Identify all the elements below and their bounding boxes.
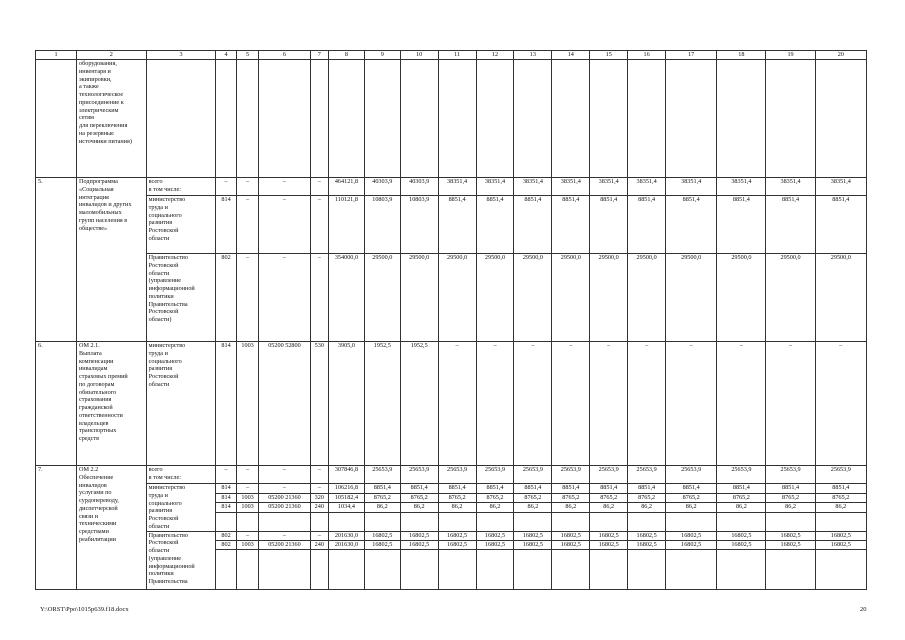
empty-cell [766, 512, 815, 531]
code-cell: – [259, 178, 310, 196]
value-cell: 38351,4 [717, 178, 766, 196]
value-cell: 10803,9 [400, 196, 438, 254]
value-cell: 8765,2 [590, 493, 628, 503]
empty-cell [514, 512, 552, 531]
value-cell: 29500,0 [552, 254, 590, 342]
code-cell: 240 [310, 540, 328, 549]
value-cell: 38351,4 [666, 178, 717, 196]
value-cell: 86,2 [590, 503, 628, 513]
value-cell: 25653,9 [552, 466, 590, 484]
value-cell: 25653,9 [717, 466, 766, 484]
code-cell: 320 [310, 493, 328, 503]
value-cell: 8765,2 [476, 493, 514, 503]
code-cell: 1003 [236, 540, 259, 549]
value-cell: 86,2 [628, 503, 666, 513]
value-cell: 86,2 [815, 503, 866, 513]
empty-cell [666, 60, 717, 178]
value-cell: 29500,0 [717, 254, 766, 342]
header-cell: 2 [76, 51, 146, 60]
executor-cell: всего в том числе: [146, 178, 216, 196]
value-cell: 38351,4 [438, 178, 476, 196]
value-cell: – [514, 342, 552, 466]
empty-cell [815, 549, 866, 589]
name-cell: Подпрограмма «Социальная интеграция инвалидов и других маломобильных групп населения в обществе» [76, 178, 146, 342]
value-cell: 8765,2 [514, 493, 552, 503]
code-cell: 802 [216, 531, 236, 540]
value-cell: 29500,0 [364, 254, 400, 342]
value-cell: 8851,4 [438, 196, 476, 254]
value-cell: 29500,0 [766, 254, 815, 342]
table-row [36, 51, 867, 60]
value-cell: 29500,0 [514, 254, 552, 342]
value-cell: 16802,5 [552, 531, 590, 540]
value-cell: 8765,2 [438, 493, 476, 503]
value-cell: 8851,4 [628, 484, 666, 494]
value-cell: 29500,0 [438, 254, 476, 342]
value-cell: 8851,4 [766, 484, 815, 494]
value-cell: – [590, 342, 628, 466]
header-cell: 4 [216, 51, 236, 60]
value-cell: 86,2 [666, 503, 717, 513]
value-cell: 16802,5 [400, 531, 438, 540]
empty-cell [590, 60, 628, 178]
header-cell: 6 [259, 51, 310, 60]
empty-cell [216, 512, 236, 531]
code-cell: 05200 21360 [259, 503, 310, 513]
value-cell: 16802,5 [476, 531, 514, 540]
empty-cell [146, 60, 216, 178]
value-cell: 25653,9 [766, 466, 815, 484]
value-cell: – [628, 342, 666, 466]
value-cell: 16802,5 [717, 540, 766, 549]
code-cell: 530 [310, 342, 328, 466]
value-cell: 86,2 [552, 503, 590, 513]
empty-cell [400, 512, 438, 531]
empty-cell [514, 60, 552, 178]
value-cell: – [552, 342, 590, 466]
value-cell: 38351,4 [552, 178, 590, 196]
value-cell: 86,2 [766, 503, 815, 513]
value-cell: 8851,4 [514, 484, 552, 494]
empty-cell [815, 512, 866, 531]
empty-cell [628, 549, 666, 589]
page-number: 20 [860, 606, 867, 613]
header-cell: 10 [400, 51, 438, 60]
executor-cell: министерство труда и социального развития Ростовской области [146, 342, 216, 466]
value-cell: 16802,5 [364, 531, 400, 540]
code-cell: – [236, 531, 259, 540]
code-cell: 814 [216, 342, 236, 466]
value-cell: 16802,5 [815, 540, 866, 549]
file-path: Y:\ORST\Ppo\1015p639.f18.docx [40, 606, 129, 613]
value-cell: 8851,4 [717, 484, 766, 494]
value-cell: 8851,4 [476, 484, 514, 494]
num-cell: 7. [36, 466, 77, 590]
value-cell: 16802,5 [628, 531, 666, 540]
header-cell: 20 [815, 51, 866, 60]
value-cell: 16802,5 [400, 540, 438, 549]
value-cell: 16802,5 [364, 540, 400, 549]
num-cell [36, 60, 77, 178]
code-cell: 802 [216, 254, 236, 342]
code-cell: 240 [310, 503, 328, 513]
value-cell: 25653,9 [438, 466, 476, 484]
value-cell: 354000,0 [329, 254, 365, 342]
header-cell: 13 [514, 51, 552, 60]
header-cell: 8 [329, 51, 365, 60]
value-cell: 3905,0 [329, 342, 365, 466]
code-cell: – [259, 196, 310, 254]
value-cell: 8851,4 [590, 484, 628, 494]
table-row [36, 342, 867, 466]
code-cell: – [236, 196, 259, 254]
value-cell: 16802,5 [476, 540, 514, 549]
value-cell: 25653,9 [815, 466, 866, 484]
num-cell: 5. [36, 178, 77, 342]
name-cell: ОМ 2.2 Обеспечение инвалидов услугами по сурдопереводу, диспетчерской связи и техническими средствами реабилитации [76, 466, 146, 590]
value-cell: – [815, 342, 866, 466]
num-cell: 6. [36, 342, 77, 466]
value-cell: 1952,5 [400, 342, 438, 466]
value-cell: 8765,2 [666, 493, 717, 503]
value-cell: 8851,4 [476, 196, 514, 254]
empty-cell [438, 512, 476, 531]
code-cell: 1003 [236, 493, 259, 503]
empty-cell [259, 549, 310, 589]
table-row [36, 178, 867, 196]
value-cell: 38351,4 [815, 178, 866, 196]
executor-cell: Правительство Ростовской области (управление информационной политики Правительства [146, 531, 216, 589]
value-cell: 201630,0 [329, 540, 365, 549]
value-cell: 29500,0 [590, 254, 628, 342]
code-cell: – [216, 178, 236, 196]
empty-cell [310, 60, 328, 178]
code-cell: – [236, 484, 259, 494]
value-cell: 16802,5 [438, 540, 476, 549]
value-cell: 8765,2 [717, 493, 766, 503]
code-cell: 1003 [236, 503, 259, 513]
code-cell: – [236, 254, 259, 342]
value-cell: 38351,4 [514, 178, 552, 196]
value-cell: 40303,9 [400, 178, 438, 196]
empty-cell [400, 60, 438, 178]
value-cell: 25653,9 [364, 466, 400, 484]
value-cell: 307846,8 [329, 466, 365, 484]
empty-cell [476, 60, 514, 178]
code-cell: – [310, 531, 328, 540]
value-cell: – [766, 342, 815, 466]
value-cell: 8765,2 [552, 493, 590, 503]
value-cell: 10803,9 [364, 196, 400, 254]
value-cell: 86,2 [717, 503, 766, 513]
empty-cell [476, 549, 514, 589]
value-cell: 86,2 [476, 503, 514, 513]
value-cell: 16802,5 [766, 531, 815, 540]
value-cell: 8851,4 [552, 196, 590, 254]
empty-cell [259, 512, 310, 531]
value-cell: 16802,5 [628, 540, 666, 549]
empty-cell [438, 549, 476, 589]
empty-cell [552, 512, 590, 531]
code-cell: – [236, 466, 259, 484]
value-cell: 16802,5 [590, 531, 628, 540]
header-cell: 18 [717, 51, 766, 60]
value-cell: 8851,4 [666, 196, 717, 254]
value-cell: 8851,4 [628, 196, 666, 254]
table-row [36, 531, 867, 540]
value-cell: 16802,5 [666, 540, 717, 549]
empty-cell [766, 549, 815, 589]
value-cell: – [476, 342, 514, 466]
code-cell: – [310, 178, 328, 196]
code-cell: – [236, 178, 259, 196]
empty-cell [329, 60, 365, 178]
value-cell: 38351,4 [590, 178, 628, 196]
value-cell: 106216,8 [329, 484, 365, 494]
empty-cell [590, 549, 628, 589]
value-cell: 16802,5 [815, 531, 866, 540]
value-cell: 8851,4 [400, 484, 438, 494]
value-cell: 8765,2 [815, 493, 866, 503]
code-cell: – [310, 254, 328, 342]
value-cell: 16802,5 [666, 531, 717, 540]
header-cell: 1 [36, 51, 77, 60]
table-row [36, 254, 867, 342]
value-cell: 8851,4 [514, 196, 552, 254]
empty-cell [476, 512, 514, 531]
value-cell: 464121,8 [329, 178, 365, 196]
value-cell: 25653,9 [628, 466, 666, 484]
value-cell: 86,2 [364, 503, 400, 513]
value-cell: 25653,9 [590, 466, 628, 484]
name-cell: оборудования, инвентаря и экипировки, а также технологическое присоединение к электрическим сетям для переключения на резервные источники питания) [76, 60, 146, 178]
value-cell: 105182,4 [329, 493, 365, 503]
table-row [36, 484, 867, 494]
value-cell: 1034,4 [329, 503, 365, 513]
value-cell: 8851,4 [815, 196, 866, 254]
value-cell: 29500,0 [476, 254, 514, 342]
empty-cell [310, 512, 328, 531]
empty-cell [216, 549, 236, 589]
code-cell: – [310, 466, 328, 484]
code-cell: 814 [216, 484, 236, 494]
empty-cell [514, 549, 552, 589]
code-cell: 05200 21360 [259, 540, 310, 549]
empty-cell [766, 60, 815, 178]
header-cell: 12 [476, 51, 514, 60]
value-cell: – [717, 342, 766, 466]
executor-cell: Правительство Ростовской области (управление информационной политики Правительства Ростовской области) [146, 254, 216, 342]
value-cell: 25653,9 [514, 466, 552, 484]
value-cell: 16802,5 [590, 540, 628, 549]
header-cell: 19 [766, 51, 815, 60]
header-cell: 3 [146, 51, 216, 60]
header-cell: 5 [236, 51, 259, 60]
empty-cell [590, 512, 628, 531]
value-cell: 8851,4 [717, 196, 766, 254]
value-cell: 16802,5 [717, 531, 766, 540]
empty-cell [438, 60, 476, 178]
value-cell: 38351,4 [476, 178, 514, 196]
value-cell: 8765,2 [766, 493, 815, 503]
code-cell: – [216, 466, 236, 484]
value-cell: 16802,5 [766, 540, 815, 549]
code-cell: – [259, 531, 310, 540]
value-cell: 8765,2 [364, 493, 400, 503]
header-cell: 7 [310, 51, 328, 60]
header-cell: 15 [590, 51, 628, 60]
empty-cell [236, 512, 259, 531]
value-cell: 110121,8 [329, 196, 365, 254]
header-cell: 17 [666, 51, 717, 60]
value-cell: 38351,4 [628, 178, 666, 196]
empty-cell [364, 60, 400, 178]
value-cell: 8851,4 [552, 484, 590, 494]
value-cell: 8765,2 [628, 493, 666, 503]
empty-cell [329, 512, 365, 531]
empty-cell [666, 512, 717, 531]
empty-cell [717, 60, 766, 178]
code-cell: 814 [216, 503, 236, 513]
code-cell: 05200 21360 [259, 493, 310, 503]
code-cell: – [310, 196, 328, 254]
value-cell: 86,2 [514, 503, 552, 513]
value-cell: 25653,9 [666, 466, 717, 484]
value-cell: 25653,9 [476, 466, 514, 484]
value-cell: – [438, 342, 476, 466]
table-row [36, 196, 867, 254]
value-cell: 29500,0 [815, 254, 866, 342]
code-cell: 814 [216, 493, 236, 503]
value-cell: 29500,0 [628, 254, 666, 342]
executor-cell: всего в том числе: [146, 466, 216, 484]
budget-table [35, 50, 867, 590]
value-cell: 8851,4 [815, 484, 866, 494]
empty-cell [666, 549, 717, 589]
empty-cell [552, 549, 590, 589]
value-cell: 8851,4 [766, 196, 815, 254]
value-cell: 8851,4 [590, 196, 628, 254]
empty-cell [552, 60, 590, 178]
empty-cell [364, 512, 400, 531]
value-cell: 86,2 [400, 503, 438, 513]
code-cell: – [259, 254, 310, 342]
code-cell: 1003 [236, 342, 259, 466]
value-cell: 8851,4 [364, 484, 400, 494]
empty-cell [329, 549, 365, 589]
value-cell: 86,2 [438, 503, 476, 513]
empty-cell [815, 60, 866, 178]
empty-cell [236, 60, 259, 178]
code-cell: 05200 52800 [259, 342, 310, 466]
empty-cell [400, 549, 438, 589]
empty-cell [236, 549, 259, 589]
code-cell: – [259, 466, 310, 484]
code-cell: – [259, 484, 310, 494]
empty-cell [628, 60, 666, 178]
value-cell: 29500,0 [400, 254, 438, 342]
value-cell: 16802,5 [552, 540, 590, 549]
value-cell: – [666, 342, 717, 466]
empty-cell [364, 549, 400, 589]
header-cell: 16 [628, 51, 666, 60]
value-cell: 8765,2 [400, 493, 438, 503]
code-cell: – [310, 484, 328, 494]
value-cell: 38351,4 [766, 178, 815, 196]
header-cell: 9 [364, 51, 400, 60]
code-cell: 814 [216, 196, 236, 254]
name-cell: ОМ 2.1. Выплата компенсации инвалидам страховых премий по договорам обязательного страхования гражданской ответственности владельцев транспортных средств [76, 342, 146, 466]
header-cell: 11 [438, 51, 476, 60]
value-cell: 25653,9 [400, 466, 438, 484]
executor-cell: министерство труда и социального развития Ростовской области [146, 484, 216, 532]
value-cell: 8851,4 [438, 484, 476, 494]
empty-cell [310, 549, 328, 589]
empty-cell [717, 512, 766, 531]
value-cell: 29500,0 [666, 254, 717, 342]
value-cell: 40303,9 [364, 178, 400, 196]
empty-cell [717, 549, 766, 589]
empty-cell [216, 60, 236, 178]
empty-cell [628, 512, 666, 531]
value-cell: 16802,5 [514, 540, 552, 549]
value-cell: 16802,5 [438, 531, 476, 540]
header-cell: 14 [552, 51, 590, 60]
code-cell: 802 [216, 540, 236, 549]
empty-cell [259, 60, 310, 178]
value-cell: 201630,0 [329, 531, 365, 540]
table-row [36, 60, 867, 178]
value-cell: 1952,5 [364, 342, 400, 466]
value-cell: 16802,5 [514, 531, 552, 540]
table-row [36, 466, 867, 484]
executor-cell: министерство труда и социального развития Ростовской области [146, 196, 216, 254]
value-cell: 8851,4 [666, 484, 717, 494]
